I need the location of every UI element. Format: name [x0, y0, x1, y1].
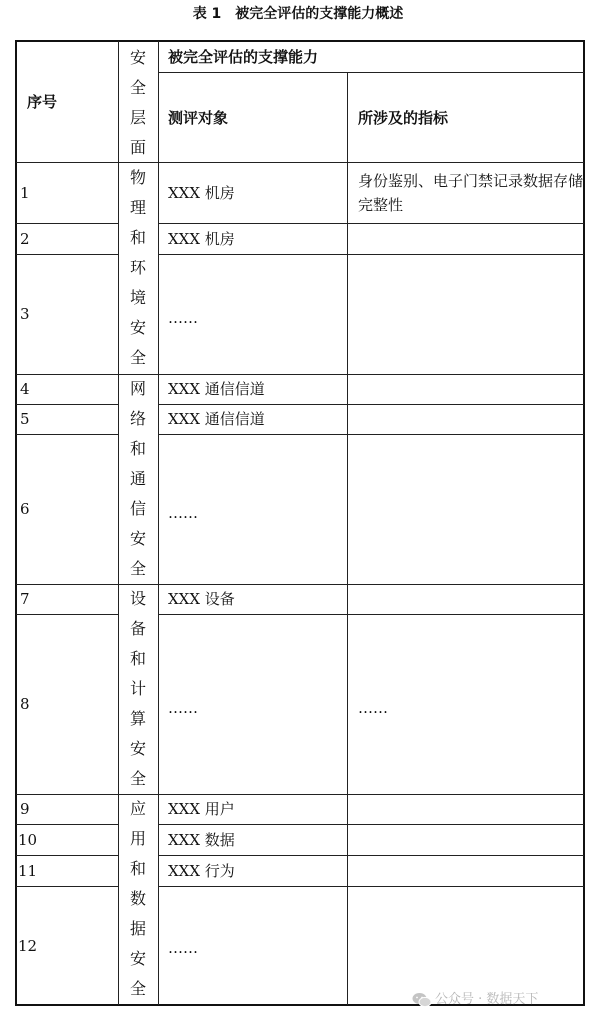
- layer-char: 络: [129, 409, 146, 428]
- header-indicator: 所涉及的指标: [358, 109, 449, 127]
- row-object: ……: [168, 309, 198, 327]
- table-caption: 表 1 被完全评估的支撑能力概述: [192, 6, 404, 22]
- row-line: [16, 614, 118, 615]
- row-line: [158, 614, 584, 615]
- row-seq: 2: [20, 230, 30, 248]
- row-seq: 7: [20, 590, 30, 608]
- layer-physical: [126, 163, 150, 373]
- layer-char: 和: [129, 649, 146, 668]
- layer-char: 据: [129, 919, 146, 938]
- row-object: ……: [168, 699, 198, 717]
- row-object: XXX 用户: [168, 800, 235, 818]
- row-seq: 4: [20, 380, 30, 398]
- row-object: XXX 设备: [168, 590, 235, 608]
- header-seq: 序号: [27, 93, 58, 111]
- layer-application: [126, 794, 150, 1004]
- row-line: [158, 855, 584, 856]
- row-object: ……: [168, 504, 198, 522]
- layer-char: 数: [129, 889, 146, 908]
- row-line: [158, 254, 584, 255]
- layer-char: 安: [129, 529, 146, 548]
- row-line: [16, 434, 118, 435]
- row-line: [158, 404, 584, 405]
- row-line: [158, 886, 584, 887]
- layer-char: 计: [129, 679, 146, 698]
- layer-char: 境: [129, 288, 146, 307]
- layer-char: 和: [129, 439, 146, 458]
- layer-char: 物: [129, 168, 146, 187]
- row-object: XXX 数据: [168, 831, 235, 849]
- layer-char: 全: [129, 559, 146, 578]
- watermark-text: 公众号 · 数据天下: [435, 992, 539, 1007]
- col-divider-object: [347, 72, 348, 1005]
- row-line: [16, 886, 118, 887]
- row-seq: 12: [18, 937, 38, 955]
- row-line: [158, 223, 584, 224]
- row-seq: 1: [20, 184, 30, 202]
- row-object: XXX 通信信道: [168, 380, 265, 398]
- layer-char: 全: [129, 979, 146, 998]
- col-divider-seq: [118, 41, 119, 1005]
- layer-char: 设: [129, 589, 146, 608]
- row-seq: 8: [20, 695, 30, 713]
- row-line: [158, 824, 584, 825]
- layer-char: 通: [129, 469, 146, 488]
- layer-char: 环: [129, 258, 146, 277]
- row-seq: 3: [20, 305, 30, 323]
- col-divider-layer: [158, 41, 159, 1005]
- header-subline: [158, 72, 584, 73]
- layer-char: 全: [129, 769, 146, 788]
- layer-char: 用: [129, 829, 146, 848]
- header-layer-char: 安: [129, 48, 146, 67]
- layer-char: 理: [129, 198, 146, 217]
- row-seq: 11: [18, 862, 38, 880]
- row-indicator: 身份鉴别、电子门禁记录数据存储完整性: [358, 172, 584, 214]
- layer-network: [126, 374, 150, 584]
- row-line: [158, 434, 584, 435]
- row-seq: 9: [20, 800, 30, 818]
- watermark: [412, 988, 592, 1012]
- header-bottom-line: [16, 162, 584, 163]
- header-layer-char: 全: [129, 78, 146, 97]
- row-object: XXX 行为: [168, 862, 235, 880]
- layer-device: [126, 584, 150, 794]
- row-line: [16, 254, 118, 255]
- header-layer-char: 面: [129, 138, 146, 157]
- header-layer-char: 层: [129, 108, 146, 127]
- layer-char: 信: [129, 499, 146, 518]
- row-seq: 10: [18, 831, 38, 849]
- layer-char: 和: [129, 859, 146, 878]
- row-seq: 6: [20, 500, 30, 518]
- row-seq: 5: [20, 410, 30, 428]
- row-line: [16, 855, 118, 856]
- layer-char: 安: [129, 318, 146, 337]
- row-line: [16, 824, 118, 825]
- row-object: XXX 机房: [168, 184, 235, 202]
- layer-char: 安: [129, 739, 146, 758]
- layer-char: 全: [129, 348, 146, 367]
- row-object: XXX 机房: [168, 230, 235, 248]
- section-line: [16, 794, 584, 795]
- layer-char: 备: [129, 619, 146, 638]
- layer-char: 安: [129, 949, 146, 968]
- row-line: [16, 404, 118, 405]
- layer-char: 和: [129, 228, 146, 247]
- row-object: XXX 通信信道: [168, 410, 265, 428]
- header-layer: [126, 43, 150, 163]
- header-capability: 被完全评估的支撑能力: [168, 48, 319, 66]
- row-object: ……: [168, 939, 198, 957]
- wechat-icon: [412, 992, 432, 1008]
- section-line: [16, 374, 584, 375]
- layer-char: 应: [129, 799, 146, 818]
- row-indicator: ……: [358, 699, 388, 717]
- row-line: [16, 223, 118, 224]
- layer-char: 网: [129, 379, 146, 398]
- header-object: 测评对象: [168, 109, 229, 127]
- layer-char: 算: [129, 709, 146, 728]
- section-line: [16, 584, 584, 585]
